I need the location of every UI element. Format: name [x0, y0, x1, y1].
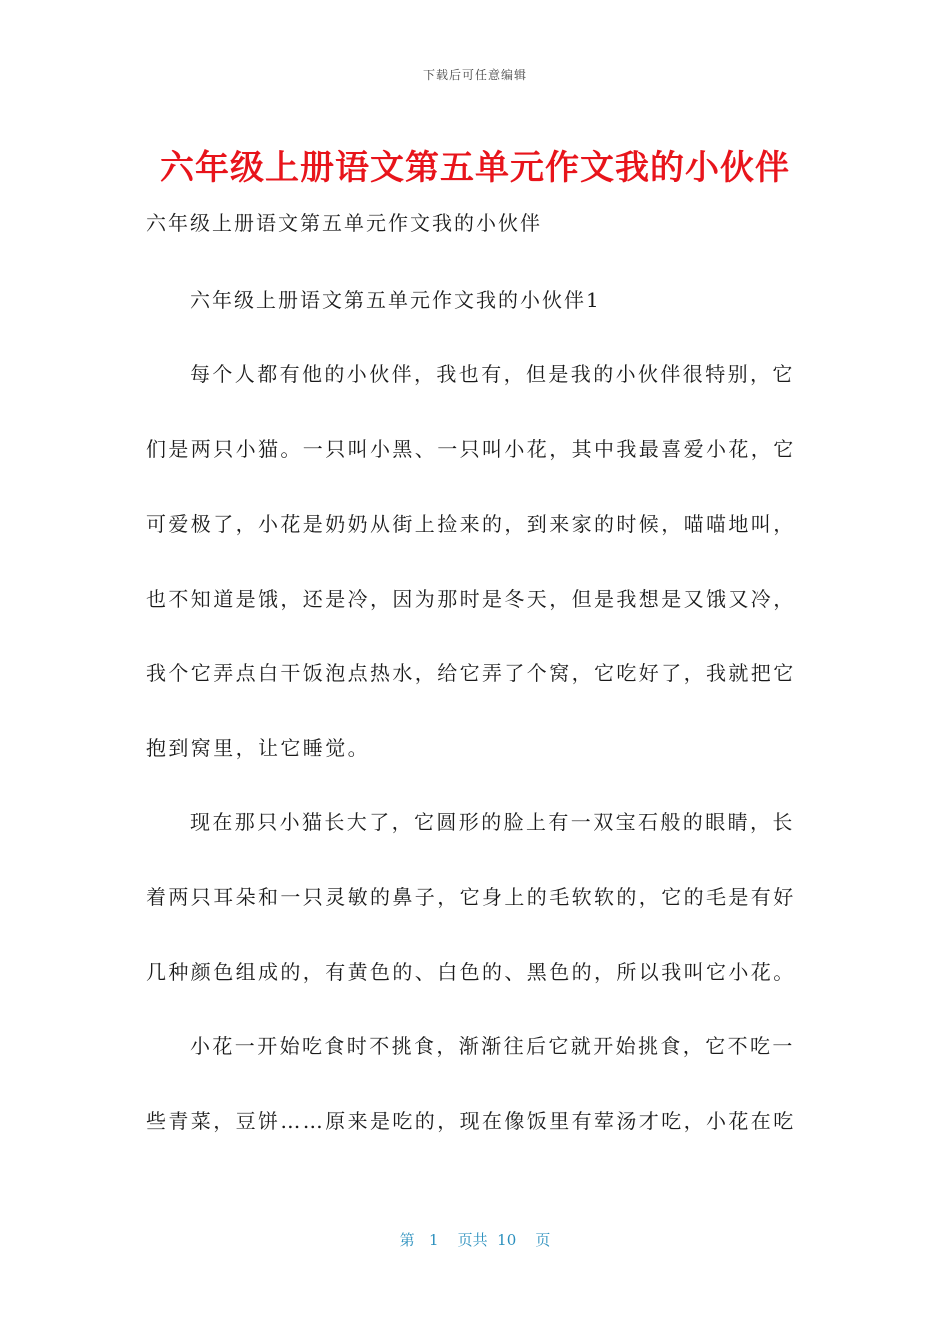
footer-suffix: 页 — [535, 1231, 551, 1249]
body-line: 现在那只小猫长大了，它圆形的脸上有一双宝石般的眼睛，长 — [190, 810, 795, 834]
body-line: 几种颜色组成的，有黄色的、白色的、黑色的，所以我叫它小花。 — [146, 960, 796, 984]
page-footer — [0, 1229, 950, 1250]
body-line: 小花一开始吃食时不挑食，渐渐往后它就开始挑食，它不吃一 — [190, 1034, 795, 1058]
footer-total-pages: 10 — [497, 1231, 517, 1249]
body-line: 着两只耳朵和一只灵敏的鼻子，它身上的毛软软的，它的毛是有好 — [146, 885, 796, 909]
body-line: 可爱极了，小花是奶奶从街上捡来的，到来家的时候，喵喵地叫， — [146, 512, 796, 536]
footer-middle: 页共 — [457, 1231, 488, 1249]
body-line: 也不知道是饿，还是冷，因为那时是冬天，但是我想是又饿又冷， — [146, 587, 796, 611]
body-line: 我个它弄点白干饭泡点热水，给它弄了个窝，它吃好了，我就把它 — [146, 661, 796, 685]
body-line: 们是两只小猫。一只叫小黑、一只叫小花，其中我最喜爱小花，它 — [146, 437, 796, 461]
body-line: 每个人都有他的小伙伴，我也有，但是我的小伙伴很特别，它 — [190, 362, 795, 386]
footer-current-page: 1 — [428, 1231, 439, 1249]
body-line: 抱到窝里，让它睡觉。 — [146, 736, 370, 760]
footer-prefix: 第 — [399, 1231, 415, 1249]
section-heading: 六年级上册语文第五单元作文我的小伙伴1 — [190, 288, 601, 312]
subtitle: 六年级上册语文第五单元作文我的小伙伴 — [146, 211, 542, 235]
body-line: 些青菜，豆饼……原来是吃的，现在像饭里有荤汤才吃，小花在吃 — [146, 1109, 796, 1133]
header-note: 下载后可任意编辑 — [422, 68, 527, 82]
document-title: 六年级上册语文第五单元作文我的小伙伴 — [160, 148, 790, 188]
